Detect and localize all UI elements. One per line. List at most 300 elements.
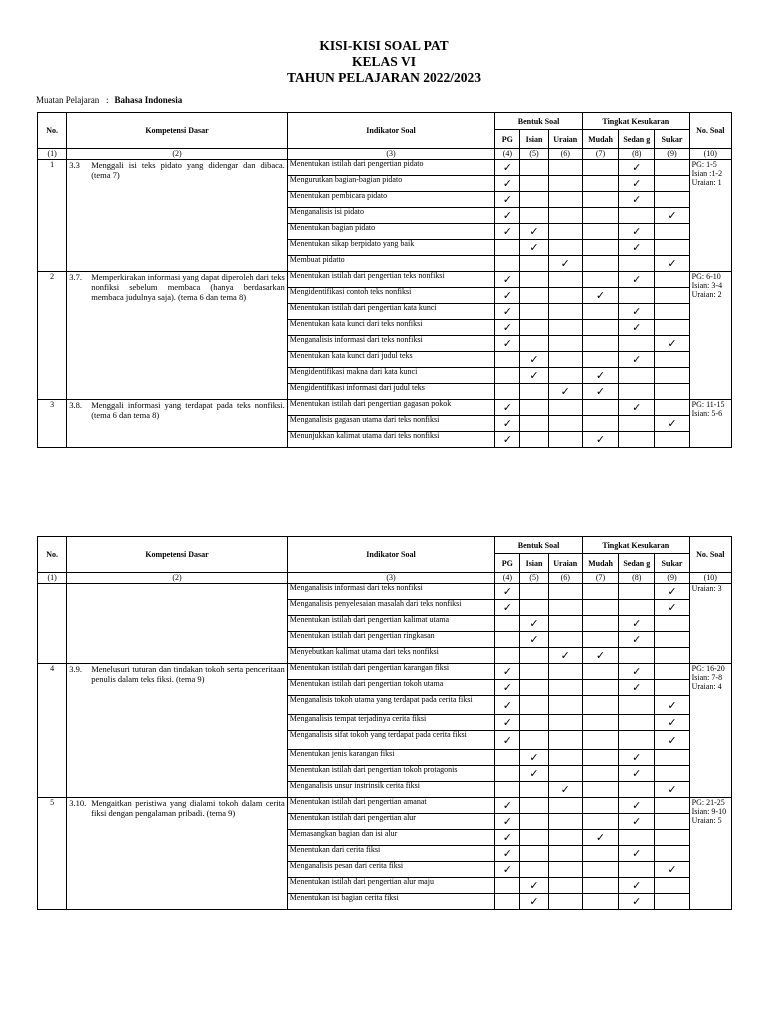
cell-pg bbox=[495, 766, 520, 782]
cell-pg bbox=[495, 320, 520, 336]
header-kompetensi-dasar: Kompetensi Dasar bbox=[67, 537, 288, 573]
cell-isian bbox=[520, 782, 548, 798]
cell-sedang bbox=[619, 731, 655, 750]
cell-isian bbox=[520, 696, 548, 715]
checkmark-icon: ✓ bbox=[667, 734, 677, 747]
cell-sedang bbox=[619, 846, 655, 862]
cell-sedang bbox=[619, 336, 655, 352]
cell-mudah bbox=[582, 224, 618, 240]
header-mudah: Mudah bbox=[582, 554, 618, 573]
cell-mudah bbox=[582, 750, 618, 766]
column-index: (2) bbox=[67, 573, 288, 584]
checkmark-icon: ✓ bbox=[632, 768, 642, 780]
header-no: No. bbox=[38, 113, 67, 149]
header-isian: Isian bbox=[520, 130, 548, 149]
group-number: 3 bbox=[38, 400, 67, 448]
header-tingkat-kesukaran: Tingkat Kesukaran bbox=[582, 537, 689, 554]
table-row bbox=[38, 272, 732, 288]
checkmark-icon: ✓ bbox=[502, 434, 512, 446]
cell-isian bbox=[520, 176, 548, 192]
cell-sedang bbox=[619, 680, 655, 696]
cell-pg bbox=[495, 782, 520, 798]
indikator-soal: Menentukan istilah dari pengertian tokoh utama bbox=[287, 680, 494, 696]
kd-text: Menelusuri tuturan dan tindakan tokoh serta penceritaan penulis dalam teks fiksi. (tema 9) bbox=[91, 664, 285, 684]
checkmark-icon: ✓ bbox=[632, 322, 642, 334]
cell-uraian bbox=[548, 256, 582, 272]
cell-pg bbox=[495, 814, 520, 830]
cell-mudah bbox=[582, 432, 618, 448]
cell-mudah bbox=[582, 814, 618, 830]
checkmark-icon: ✓ bbox=[502, 864, 512, 876]
indikator-soal: Menentukan kata kunci dari judul teks bbox=[287, 352, 494, 368]
indikator-soal: Mengurutkan bagian-bagian pidato bbox=[287, 176, 494, 192]
header-sukar: Sukar bbox=[655, 554, 689, 573]
cell-uraian bbox=[548, 160, 582, 176]
cell-sedang bbox=[619, 256, 655, 272]
cell-uraian bbox=[548, 416, 582, 432]
checkmark-icon: ✓ bbox=[667, 418, 677, 430]
column-index: (4) bbox=[495, 573, 520, 584]
cell-uraian bbox=[548, 782, 582, 798]
kompetensi-dasar-cell bbox=[67, 400, 288, 448]
cell-mudah bbox=[582, 584, 618, 600]
cell-pg bbox=[495, 256, 520, 272]
cell-isian bbox=[520, 862, 548, 878]
checkmark-icon: ✓ bbox=[529, 880, 539, 892]
cell-pg bbox=[495, 664, 520, 680]
cell-pg bbox=[495, 600, 520, 616]
cell-pg bbox=[495, 632, 520, 648]
cell-sedang bbox=[619, 696, 655, 715]
cell-uraian bbox=[548, 304, 582, 320]
cell-isian bbox=[520, 715, 548, 731]
no-soal-cell: PG: 16-20 Isian: 7-8 Uraian: 4 bbox=[689, 664, 731, 798]
header-pg: PG bbox=[495, 130, 520, 149]
checkmark-icon: ✓ bbox=[632, 162, 642, 174]
cell-isian bbox=[520, 416, 548, 432]
checkmark-icon: ✓ bbox=[595, 386, 606, 398]
no-soal-cell: PG: 21-25 Isian: 9-10 Uraian: 5 bbox=[689, 798, 731, 910]
cell-mudah bbox=[582, 680, 618, 696]
checkmark-icon: ✓ bbox=[502, 306, 512, 318]
indikator-soal: Menentukan istilah dari pengertian kalimat utama bbox=[287, 616, 494, 632]
cell-sedang bbox=[619, 750, 655, 766]
indikator-soal: Menentukan isi bagian cerita fiksi bbox=[287, 894, 494, 910]
cell-pg bbox=[495, 384, 520, 400]
cell-sedang bbox=[619, 584, 655, 600]
table-row bbox=[38, 160, 732, 176]
column-index: (4) bbox=[495, 149, 520, 160]
checkmark-icon: ✓ bbox=[529, 242, 539, 254]
header-uraian: Uraian bbox=[548, 554, 582, 573]
cell-isian bbox=[520, 798, 548, 814]
cell-sedang bbox=[619, 160, 655, 176]
checkmark-icon: ✓ bbox=[632, 618, 642, 630]
indikator-soal: Memasangkan bagian dan isi alur bbox=[287, 830, 494, 846]
cell-pg bbox=[495, 304, 520, 320]
cell-isian bbox=[520, 288, 548, 304]
checkmark-icon: ✓ bbox=[502, 226, 512, 238]
cell-sukar bbox=[655, 256, 689, 272]
checkmark-icon: ✓ bbox=[560, 784, 570, 796]
subject-colon: : bbox=[106, 95, 109, 105]
subject-label: Muatan Pelajaran bbox=[36, 95, 100, 105]
indikator-soal: Menentukan sikap berpidato yang baik bbox=[287, 240, 494, 256]
cell-sukar bbox=[655, 320, 689, 336]
cell-uraian bbox=[548, 288, 582, 304]
cell-uraian bbox=[548, 400, 582, 416]
column-index: (5) bbox=[520, 573, 548, 584]
cell-uraian bbox=[548, 600, 582, 616]
cell-mudah bbox=[582, 352, 618, 368]
checkmark-icon: ✓ bbox=[502, 338, 512, 350]
checkmark-icon: ✓ bbox=[502, 290, 512, 302]
checkmark-icon: ✓ bbox=[632, 896, 642, 908]
cell-sedang bbox=[619, 352, 655, 368]
cell-mudah bbox=[582, 846, 618, 862]
cell-pg bbox=[495, 352, 520, 368]
cell-sukar bbox=[655, 432, 689, 448]
checkmark-icon: ✓ bbox=[667, 717, 677, 729]
group-number: 4 bbox=[38, 664, 67, 798]
cell-sedang bbox=[619, 368, 655, 384]
indikator-soal: Menganalisis sifat tokoh yang terdapat pada cerita fiksi bbox=[287, 731, 494, 750]
indikator-soal: Mengidentifikasi informasi dari judul teks bbox=[287, 384, 494, 400]
cell-uraian bbox=[548, 336, 582, 352]
cell-mudah bbox=[582, 648, 618, 664]
indikator-soal: Menganalisis gagasan utama dari teks nonfiksi bbox=[287, 416, 494, 432]
no-soal-cell: Uraian: 3 bbox=[689, 584, 731, 664]
kd-text: Menggali isi teks pidato yang didengar dan dibaca. (tema 7) bbox=[91, 160, 285, 180]
column-index: (7) bbox=[582, 573, 618, 584]
cell-isian bbox=[520, 814, 548, 830]
kd-number: 3.7. bbox=[69, 272, 82, 282]
no-soal-cell: PG: 1-5 Isian :1-2 Uraian: 1 bbox=[689, 160, 731, 272]
table-row bbox=[38, 584, 732, 600]
checkmark-icon: ✓ bbox=[632, 178, 642, 190]
checkmark-icon: ✓ bbox=[667, 602, 677, 614]
cell-sukar bbox=[655, 680, 689, 696]
cell-pg bbox=[495, 846, 520, 862]
checkmark-icon: ✓ bbox=[667, 699, 677, 712]
cell-sedang bbox=[619, 766, 655, 782]
cell-sukar bbox=[655, 240, 689, 256]
cell-sedang bbox=[619, 862, 655, 878]
cell-sedang bbox=[619, 830, 655, 846]
cell-isian bbox=[520, 632, 548, 648]
group-number: 2 bbox=[38, 272, 67, 400]
cell-uraian bbox=[548, 352, 582, 368]
cell-mudah bbox=[582, 384, 618, 400]
cell-pg bbox=[495, 368, 520, 384]
checkmark-icon: ✓ bbox=[595, 832, 606, 844]
checkmark-icon: ✓ bbox=[595, 290, 606, 302]
indikator-soal: Mengidentifikasi makna dari kata kunci bbox=[287, 368, 494, 384]
checkmark-icon: ✓ bbox=[502, 194, 512, 206]
header-sedang: Sedan g bbox=[619, 130, 655, 149]
checkmark-icon: ✓ bbox=[560, 650, 570, 662]
indikator-soal: Menyebutkan kalimat utama dari teks nonfiksi bbox=[287, 648, 494, 664]
cell-sukar bbox=[655, 176, 689, 192]
checkmark-icon: ✓ bbox=[502, 322, 512, 334]
cell-sukar bbox=[655, 616, 689, 632]
cell-pg bbox=[495, 894, 520, 910]
cell-sukar bbox=[655, 384, 689, 400]
cell-uraian bbox=[548, 432, 582, 448]
cell-mudah bbox=[582, 715, 618, 731]
indikator-soal: Menentukan istilah dari pengertian pidato bbox=[287, 160, 494, 176]
header-bentuk-soal: Bentuk Soal bbox=[495, 537, 583, 554]
checkmark-icon: ✓ bbox=[502, 734, 512, 747]
table-row bbox=[38, 798, 732, 814]
cell-mudah bbox=[582, 320, 618, 336]
checkmark-icon: ✓ bbox=[632, 666, 642, 678]
cell-pg bbox=[495, 336, 520, 352]
cell-uraian bbox=[548, 616, 582, 632]
cell-mudah bbox=[582, 632, 618, 648]
checkmark-icon: ✓ bbox=[502, 717, 512, 729]
cell-mudah bbox=[582, 304, 618, 320]
cell-mudah bbox=[582, 696, 618, 715]
cell-pg bbox=[495, 584, 520, 600]
cell-uraian bbox=[548, 878, 582, 894]
kompetensi-dasar-cell bbox=[67, 272, 288, 400]
checkmark-icon: ✓ bbox=[595, 370, 606, 382]
cell-isian bbox=[520, 664, 548, 680]
cell-pg bbox=[495, 862, 520, 878]
indikator-soal: Menentukan istilah dari pengertian teks nonfiksi bbox=[287, 272, 494, 288]
cell-sukar bbox=[655, 846, 689, 862]
cell-pg bbox=[495, 696, 520, 715]
checkmark-icon: ✓ bbox=[502, 832, 512, 844]
cell-mudah bbox=[582, 600, 618, 616]
cell-sedang bbox=[619, 240, 655, 256]
kd-number: 3.9. bbox=[69, 664, 82, 674]
cell-isian bbox=[520, 272, 548, 288]
checkmark-icon: ✓ bbox=[560, 386, 570, 398]
indikator-soal: Menentukan istilah dari pengertian gagasan pokok bbox=[287, 400, 494, 416]
cell-uraian bbox=[548, 240, 582, 256]
cell-mudah bbox=[582, 160, 618, 176]
cell-isian bbox=[520, 846, 548, 862]
indikator-soal: Menentukan dari cerita fiksi bbox=[287, 846, 494, 862]
cell-isian bbox=[520, 352, 548, 368]
header-mudah: Mudah bbox=[582, 130, 618, 149]
cell-uraian bbox=[548, 731, 582, 750]
checkmark-icon: ✓ bbox=[529, 618, 539, 630]
cell-sedang bbox=[619, 272, 655, 288]
checkmark-icon: ✓ bbox=[502, 666, 512, 678]
cell-pg bbox=[495, 830, 520, 846]
cell-pg bbox=[495, 272, 520, 288]
cell-uraian bbox=[548, 584, 582, 600]
cell-sukar bbox=[655, 715, 689, 731]
cell-sedang bbox=[619, 600, 655, 616]
cell-sukar bbox=[655, 862, 689, 878]
checkmark-icon: ✓ bbox=[529, 896, 539, 908]
checkmark-icon: ✓ bbox=[667, 586, 677, 598]
cell-sukar bbox=[655, 894, 689, 910]
checkmark-icon: ✓ bbox=[529, 752, 539, 764]
kd-text: Memperkirakan informasi yang dapat diperoleh dari teks nonfiksi sebelum membaca (hanya berdasarkan membaca judulnya saja). (tema 6 dan tema 8) bbox=[91, 272, 285, 302]
cell-uraian bbox=[548, 750, 582, 766]
checkmark-icon: ✓ bbox=[502, 178, 512, 190]
cell-pg bbox=[495, 192, 520, 208]
kisi-table-1 bbox=[37, 112, 732, 448]
checkmark-icon: ✓ bbox=[595, 650, 606, 662]
cell-sukar bbox=[655, 192, 689, 208]
cell-pg bbox=[495, 288, 520, 304]
checkmark-icon: ✓ bbox=[502, 586, 512, 598]
cell-mudah bbox=[582, 256, 618, 272]
cell-sedang bbox=[619, 208, 655, 224]
cell-sukar bbox=[655, 288, 689, 304]
cell-sukar bbox=[655, 352, 689, 368]
doc-title-line3: TAHUN PELAJARAN 2022/2023 bbox=[286, 70, 481, 85]
cell-pg bbox=[495, 680, 520, 696]
header-no-soal: No. Soal bbox=[689, 537, 731, 573]
column-index: (5) bbox=[520, 149, 548, 160]
cell-sukar bbox=[655, 731, 689, 750]
cell-mudah bbox=[582, 664, 618, 680]
cell-sukar bbox=[655, 814, 689, 830]
checkmark-icon: ✓ bbox=[632, 634, 642, 646]
cell-uraian bbox=[548, 192, 582, 208]
indikator-soal: Menentukan kata kunci dari teks nonfiksi bbox=[287, 320, 494, 336]
cell-sedang bbox=[619, 416, 655, 432]
checkmark-icon: ✓ bbox=[667, 258, 677, 270]
checkmark-icon: ✓ bbox=[632, 306, 642, 318]
column-index: (1) bbox=[38, 149, 67, 160]
cell-isian bbox=[520, 208, 548, 224]
cell-uraian bbox=[548, 830, 582, 846]
cell-isian bbox=[520, 616, 548, 632]
cell-sukar bbox=[655, 648, 689, 664]
header-tingkat-kesukaran: Tingkat Kesukaran bbox=[582, 113, 689, 130]
cell-uraian bbox=[548, 648, 582, 664]
checkmark-icon: ✓ bbox=[632, 242, 642, 254]
no-soal-cell: PG: 6-10 Isian: 3-4 Uraian: 2 bbox=[689, 272, 731, 400]
cell-uraian bbox=[548, 715, 582, 731]
kd-number: 3.3 bbox=[69, 160, 80, 170]
cell-sukar bbox=[655, 632, 689, 648]
header-bentuk-soal: Bentuk Soal bbox=[495, 113, 583, 130]
indikator-soal: Menentukan istilah dari pengertian kata kunci bbox=[287, 304, 494, 320]
cell-sukar bbox=[655, 798, 689, 814]
cell-isian bbox=[520, 731, 548, 750]
header-uraian: Uraian bbox=[548, 130, 582, 149]
cell-mudah bbox=[582, 894, 618, 910]
cell-isian bbox=[520, 584, 548, 600]
cell-uraian bbox=[548, 814, 582, 830]
indikator-soal: Menentukan istilah dari pengertian alur bbox=[287, 814, 494, 830]
column-index: (9) bbox=[655, 149, 689, 160]
subject-value: Bahasa Indonesia bbox=[114, 95, 183, 105]
cell-mudah bbox=[582, 731, 618, 750]
cell-mudah bbox=[582, 616, 618, 632]
cell-uraian bbox=[548, 798, 582, 814]
cell-isian bbox=[520, 384, 548, 400]
header-no: No. bbox=[38, 537, 67, 573]
cell-mudah bbox=[582, 782, 618, 798]
cell-uraian bbox=[548, 846, 582, 862]
kd-number: 3.8. bbox=[69, 400, 82, 410]
checkmark-icon: ✓ bbox=[502, 848, 512, 860]
cell-sedang bbox=[619, 176, 655, 192]
checkmark-icon: ✓ bbox=[529, 768, 539, 780]
cell-mudah bbox=[582, 368, 618, 384]
cell-isian bbox=[520, 224, 548, 240]
indikator-soal: Mengidentifikasi contoh teks nonfiksi bbox=[287, 288, 494, 304]
cell-uraian bbox=[548, 384, 582, 400]
column-index: (3) bbox=[287, 149, 494, 160]
cell-isian bbox=[520, 894, 548, 910]
indikator-soal: Menganalisis penyelesaian masalah dari teks nonfiksi bbox=[287, 600, 494, 616]
cell-isian bbox=[520, 648, 548, 664]
checkmark-icon: ✓ bbox=[529, 634, 539, 646]
cell-uraian bbox=[548, 680, 582, 696]
header-index-row bbox=[38, 573, 732, 584]
checkmark-icon: ✓ bbox=[502, 162, 512, 174]
kompetensi-dasar-cell bbox=[67, 584, 288, 664]
column-index: (8) bbox=[619, 149, 655, 160]
cell-pg bbox=[495, 878, 520, 894]
group-number: 1 bbox=[38, 160, 67, 272]
cell-sedang bbox=[619, 664, 655, 680]
cell-pg bbox=[495, 160, 520, 176]
cell-uraian bbox=[548, 320, 582, 336]
group-number bbox=[38, 584, 67, 664]
kd-number: 3.10. bbox=[69, 798, 87, 808]
cell-sukar bbox=[655, 336, 689, 352]
cell-mudah bbox=[582, 288, 618, 304]
column-index: (6) bbox=[548, 149, 582, 160]
checkmark-icon: ✓ bbox=[502, 274, 512, 286]
cell-uraian bbox=[548, 208, 582, 224]
cell-sedang bbox=[619, 798, 655, 814]
cell-isian bbox=[520, 320, 548, 336]
cell-mudah bbox=[582, 176, 618, 192]
cell-sedang bbox=[619, 400, 655, 416]
header-indikator-soal: Indikator Soal bbox=[287, 113, 494, 149]
cell-sukar bbox=[655, 160, 689, 176]
kd-text: Menggali informasi yang terdapat pada teks nonfiksi. (tema 6 dan tema 8) bbox=[91, 400, 285, 420]
cell-sukar bbox=[655, 664, 689, 680]
checkmark-icon: ✓ bbox=[632, 226, 642, 238]
cell-sedang bbox=[619, 616, 655, 632]
checkmark-icon: ✓ bbox=[632, 816, 642, 828]
indikator-soal: Menganalisis pesan dari cerita fiksi bbox=[287, 862, 494, 878]
subject-line bbox=[36, 95, 182, 105]
indikator-soal: Menganalisis informasi dari teks nonfiksi bbox=[287, 584, 494, 600]
indikator-soal: Menganalisis unsur instrinsik cerita fiksi bbox=[287, 782, 494, 798]
kd-text: Mengaitkan peristiwa yang dialami tokoh dalam cerita fiksi dengan pengalaman pribadi. (tema 9) bbox=[91, 798, 285, 818]
checkmark-icon: ✓ bbox=[632, 752, 642, 764]
column-index: (7) bbox=[582, 149, 618, 160]
column-index: (2) bbox=[67, 149, 288, 160]
cell-mudah bbox=[582, 416, 618, 432]
indikator-soal: Menganalisis informasi dari teks nonfiksi bbox=[287, 336, 494, 352]
cell-mudah bbox=[582, 208, 618, 224]
cell-sedang bbox=[619, 715, 655, 731]
indikator-soal: Menentukan istilah dari pengertian amanat bbox=[287, 798, 494, 814]
checkmark-icon: ✓ bbox=[667, 210, 677, 222]
cell-pg bbox=[495, 208, 520, 224]
checkmark-icon: ✓ bbox=[667, 338, 677, 350]
cell-sedang bbox=[619, 632, 655, 648]
cell-sedang bbox=[619, 878, 655, 894]
kisi-table-2 bbox=[37, 536, 732, 910]
